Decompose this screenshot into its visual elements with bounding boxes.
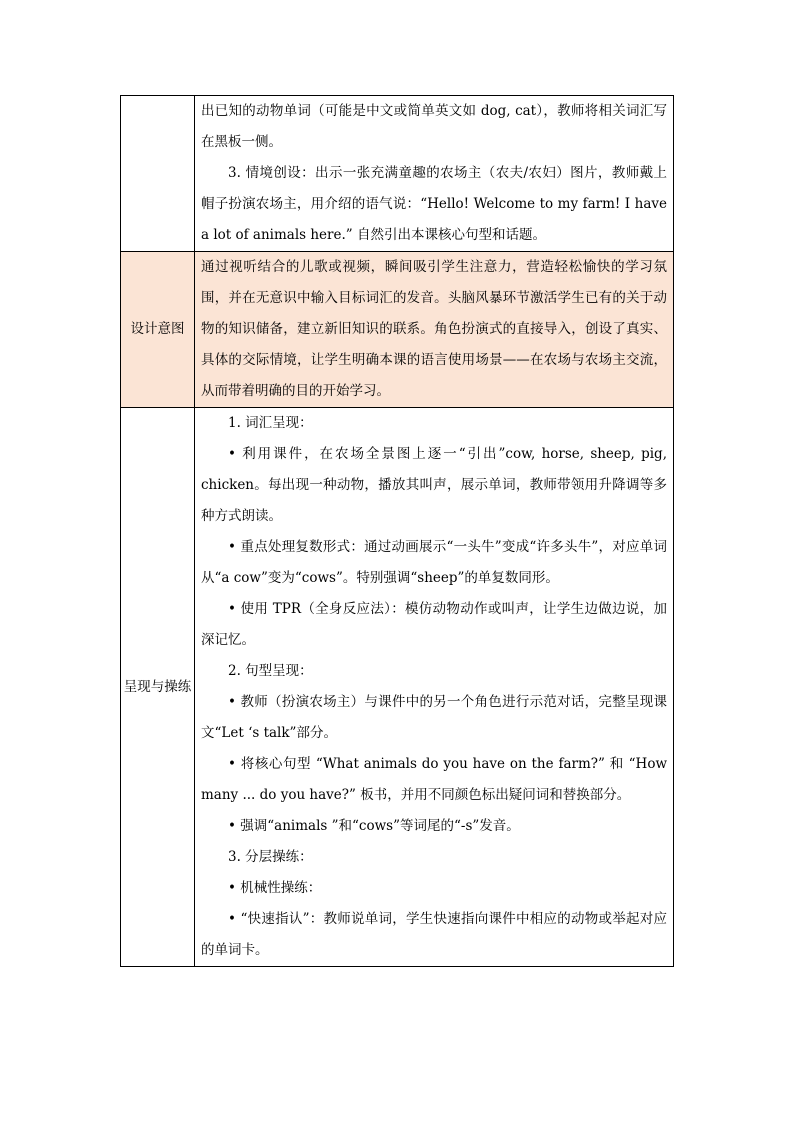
paragraph-brainstorm-continued: 出已知的动物单词（可能是中文或简单英文如 dog, cat），教师将相关词汇写在黑板一侧。 <box>201 103 667 150</box>
bullet-tpr: • 使用 TPR（全身反应法）：模仿动物动作或叫声，让学生边做边说，加深记忆。 <box>201 601 667 648</box>
design-intent-cell <box>195 252 674 408</box>
heading-sentence-presentation: 2. 句型呈现： <box>228 663 313 679</box>
row-label-empty <box>121 96 195 252</box>
heading-layered-practice: 3. 分层操练： <box>228 849 313 865</box>
bullet-core-sentences: • 将核心句型 “What animals do you have on the farm?” 和 “How many ... do you have?” 板书，并用不同颜色标出疑问词和替换部分。 <box>201 756 667 803</box>
row-label-design-intent: 设计意图 <box>121 252 195 408</box>
intro-continued-row <box>121 96 674 252</box>
design-intent-row <box>121 252 674 408</box>
bullet-s-pronunciation: • 强调“animals ”和“cows”等词尾的“-s”发音。 <box>228 818 520 834</box>
presentation-content-cell <box>195 408 674 967</box>
intro-content-cell <box>195 96 674 252</box>
row-label-presentation-practice: 呈现与操练 <box>121 408 195 967</box>
presentation-practice-row <box>121 408 674 967</box>
heading-vocab-presentation: 1. 词汇呈现： <box>228 415 313 431</box>
bullet-demo-dialogue: • 教师（扮演农场主）与课件中的另一个角色进行示范对话，完整呈现课文“Let ‘s talk”部分。 <box>201 694 667 741</box>
bullet-plural-forms: • 重点处理复数形式：通过动画展示“一头牛”变成“许多头牛”，对应单词从“a cow”变为“cows”。特别强调“sheep”的单复数同形。 <box>201 539 667 586</box>
paragraph-design-intent: 通过视听结合的儿歌或视频，瞬间吸引学生注意力，营造轻松愉快的学习氛围，并在无意识中输入目标词汇的发音。头脑风暴环节激活学生已有的关于动物的知识储备，建立新旧知识的联系。角色扮演式的直接导入，创设了真实、具体的交际情境，让学生明确本课的语言使用场景——在农场与农场主交流，从而带着明确的目的开始学习。 <box>201 259 667 399</box>
bullet-mechanical-practice: • 机械性操练： <box>228 880 322 896</box>
bullet-quick-point: • “快速指认”：教师说单词，学生快速指向课件中相应的动物或举起对应的单词卡。 <box>201 911 667 958</box>
paragraph-scenario: 3. 情境创设：出示一张充满童趣的农场主（农夫/农妇）图片，教师戴上帽子扮演农场主，用介绍的语气说：“Hello! Welcome to my farm! I have a lot of animals here.” 自然引出本课核心句型和话题。 <box>201 165 667 243</box>
bullet-courseware-animals: • 利用课件，在农场全景图上逐一“引出”cow, horse, sheep, pig, chicken。每出现一种动物，播放其叫声，展示单词，教师带领用升降调等多种方式朗读。 <box>201 446 667 524</box>
lesson-plan-table <box>120 95 674 967</box>
